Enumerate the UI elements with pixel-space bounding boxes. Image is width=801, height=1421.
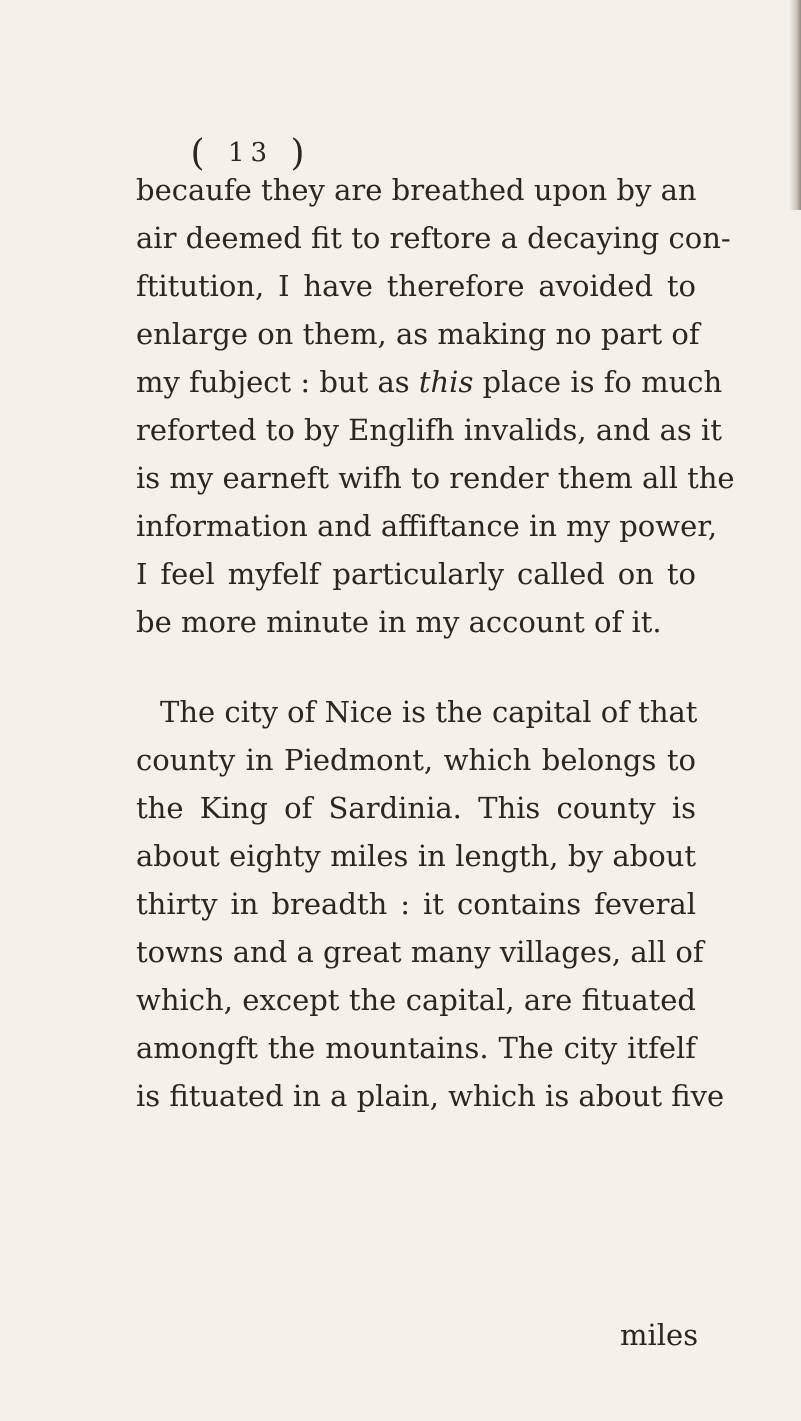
text-line: enlarge on them, as making no part of (136, 317, 700, 351)
text-line-with-italic (136, 358, 723, 406)
page-number-open-paren: ( (190, 133, 211, 174)
body-text (136, 166, 735, 1120)
text-line: information and affiftance in my power, (136, 509, 718, 543)
text-line: amongft the mountains. The city itfelf (136, 1031, 696, 1065)
text-line: towns and a great many villages, all of (136, 935, 704, 969)
text-line: is my earneft wifh to render them all the (136, 461, 735, 495)
text-line: thirty in breadth : it contains feveral (136, 887, 696, 921)
text-line: county in Piedmont, which belongs to (136, 743, 696, 777)
text-line: about eighty miles in length, by about (136, 839, 696, 873)
text-fragment: my fubject : but as (136, 365, 419, 399)
text-line: be more minute in my account of it. (136, 605, 662, 639)
text-line: I feel myfelf particularly called on to (136, 557, 696, 591)
text-line: ftitution, I have therefore avoided to (136, 269, 696, 303)
page-number-close-paren: ) (290, 133, 311, 174)
text-fragment: place is fo much (473, 365, 723, 399)
text-line: air deemed fit to reftore a decaying con- (136, 221, 731, 255)
text-line: reforted to by Englifh invalids, and as it (136, 413, 722, 447)
text-line: the King of Sardinia. This county is (136, 791, 696, 825)
italic-word: this (418, 365, 474, 399)
page-number-value: 13 (227, 138, 274, 168)
text-line: which, except the capital, are fituated (136, 983, 696, 1017)
text-line: becaufe they are breathed upon by an (136, 173, 697, 207)
text-line: The city of Nice is the capital of that (160, 695, 698, 729)
page-edge-shadow (789, 0, 801, 210)
paragraph-gap (136, 646, 696, 688)
catchword: miles (620, 1318, 699, 1352)
text-line: is fituated in a plain, which is about five (136, 1079, 725, 1113)
